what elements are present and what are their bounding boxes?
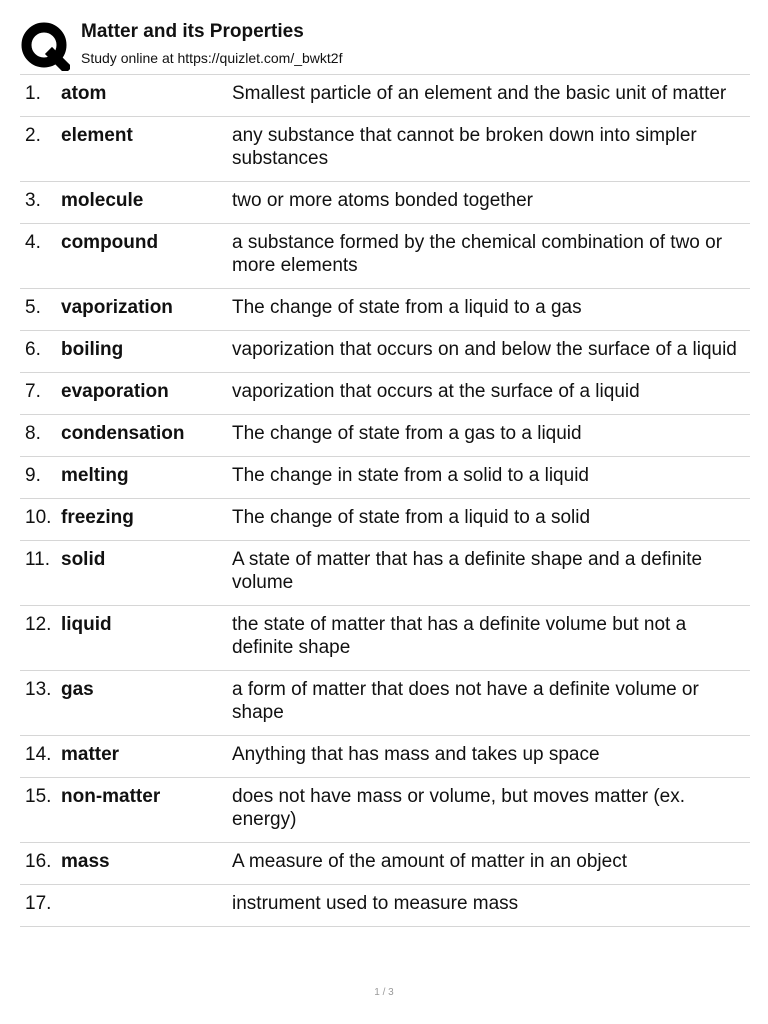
term-definition: the state of matter that has a definite volume but not a definite shape bbox=[232, 614, 687, 658]
term-row bbox=[20, 224, 750, 289]
term-number: 4. bbox=[25, 232, 41, 253]
term-definition: a form of matter that does not have a definite volume or shape bbox=[232, 679, 699, 723]
term-number: 10. bbox=[25, 507, 52, 528]
term-word: atom bbox=[61, 83, 107, 104]
term-row bbox=[20, 182, 750, 224]
term-definition: A state of matter that has a definite shape and a definite volume bbox=[232, 549, 703, 593]
term-word: freezing bbox=[61, 507, 134, 528]
term-definition: two or more atoms bonded together bbox=[232, 190, 534, 211]
term-definition: vaporization that occurs on and below the surface of a liquid bbox=[232, 339, 737, 360]
term-definition: Anything that has mass and takes up space bbox=[232, 744, 600, 765]
term-definition: a substance formed by the chemical combination of two or more elements bbox=[232, 232, 723, 276]
term-word: solid bbox=[61, 549, 106, 570]
term-row bbox=[20, 373, 750, 415]
term-number: 12. bbox=[25, 614, 52, 635]
term-number: 7. bbox=[25, 381, 41, 402]
term-definition: Smallest particle of an element and the basic unit of matter bbox=[232, 83, 727, 104]
quizlet-logo-icon bbox=[20, 21, 70, 71]
term-row bbox=[20, 289, 750, 331]
term-word: molecule bbox=[61, 190, 144, 211]
term-row bbox=[20, 75, 750, 117]
term-row bbox=[20, 457, 750, 499]
term-word: mass bbox=[61, 851, 110, 872]
term-definition: The change in state from a solid to a liquid bbox=[232, 465, 589, 486]
term-row bbox=[20, 885, 750, 927]
term-number: 6. bbox=[25, 339, 41, 360]
terms-list bbox=[20, 74, 750, 927]
term-row bbox=[20, 606, 750, 671]
term-row bbox=[20, 331, 750, 373]
term-word: compound bbox=[61, 232, 159, 253]
term-row bbox=[20, 541, 750, 606]
study-online-link[interactable]: Study online at https://quizlet.com/_bwkt2f bbox=[81, 50, 343, 66]
term-row bbox=[20, 499, 750, 541]
term-row bbox=[20, 415, 750, 457]
term-definition: does not have mass or volume, but moves matter (ex. energy) bbox=[232, 786, 686, 830]
term-word: liquid bbox=[61, 614, 112, 635]
page-title: Matter and its Properties bbox=[81, 21, 304, 42]
term-row bbox=[20, 778, 750, 843]
term-definition: any substance that cannot be broken down into simpler substances bbox=[232, 125, 697, 169]
term-number: 1. bbox=[25, 83, 41, 104]
term-word: condensation bbox=[61, 423, 185, 444]
page-header bbox=[20, 18, 750, 74]
term-number: 8. bbox=[25, 423, 41, 444]
term-word: evaporation bbox=[61, 381, 169, 402]
term-number: 17. bbox=[25, 893, 52, 914]
term-number: 5. bbox=[25, 297, 41, 318]
page-indicator: 1 / 3 bbox=[374, 987, 394, 998]
term-number: 2. bbox=[25, 125, 41, 146]
term-definition: The change of state from a liquid to a gas bbox=[232, 297, 582, 318]
term-word: matter bbox=[61, 744, 120, 765]
term-number: 3. bbox=[25, 190, 41, 211]
term-definition: A measure of the amount of matter in an object bbox=[232, 851, 628, 872]
term-definition: The change of state from a liquid to a solid bbox=[232, 507, 591, 528]
term-number: 9. bbox=[25, 465, 41, 486]
term-number: 13. bbox=[25, 679, 52, 700]
term-word: element bbox=[61, 125, 133, 146]
term-word: boiling bbox=[61, 339, 124, 360]
term-number: 15. bbox=[25, 786, 52, 807]
term-row bbox=[20, 843, 750, 885]
term-definition: vaporization that occurs at the surface of a liquid bbox=[232, 381, 640, 402]
term-word: melting bbox=[61, 465, 129, 486]
term-number: 11. bbox=[25, 549, 51, 570]
term-row bbox=[20, 736, 750, 778]
term-row bbox=[20, 117, 750, 182]
term-definition: instrument used to measure mass bbox=[232, 893, 519, 914]
term-row bbox=[20, 671, 750, 736]
term-word: vaporization bbox=[61, 297, 173, 318]
term-definition: The change of state from a gas to a liquid bbox=[232, 423, 582, 444]
term-word: non-matter bbox=[61, 786, 161, 807]
term-number: 14. bbox=[25, 744, 52, 765]
term-number: 16. bbox=[25, 851, 52, 872]
term-word: gas bbox=[61, 679, 94, 700]
